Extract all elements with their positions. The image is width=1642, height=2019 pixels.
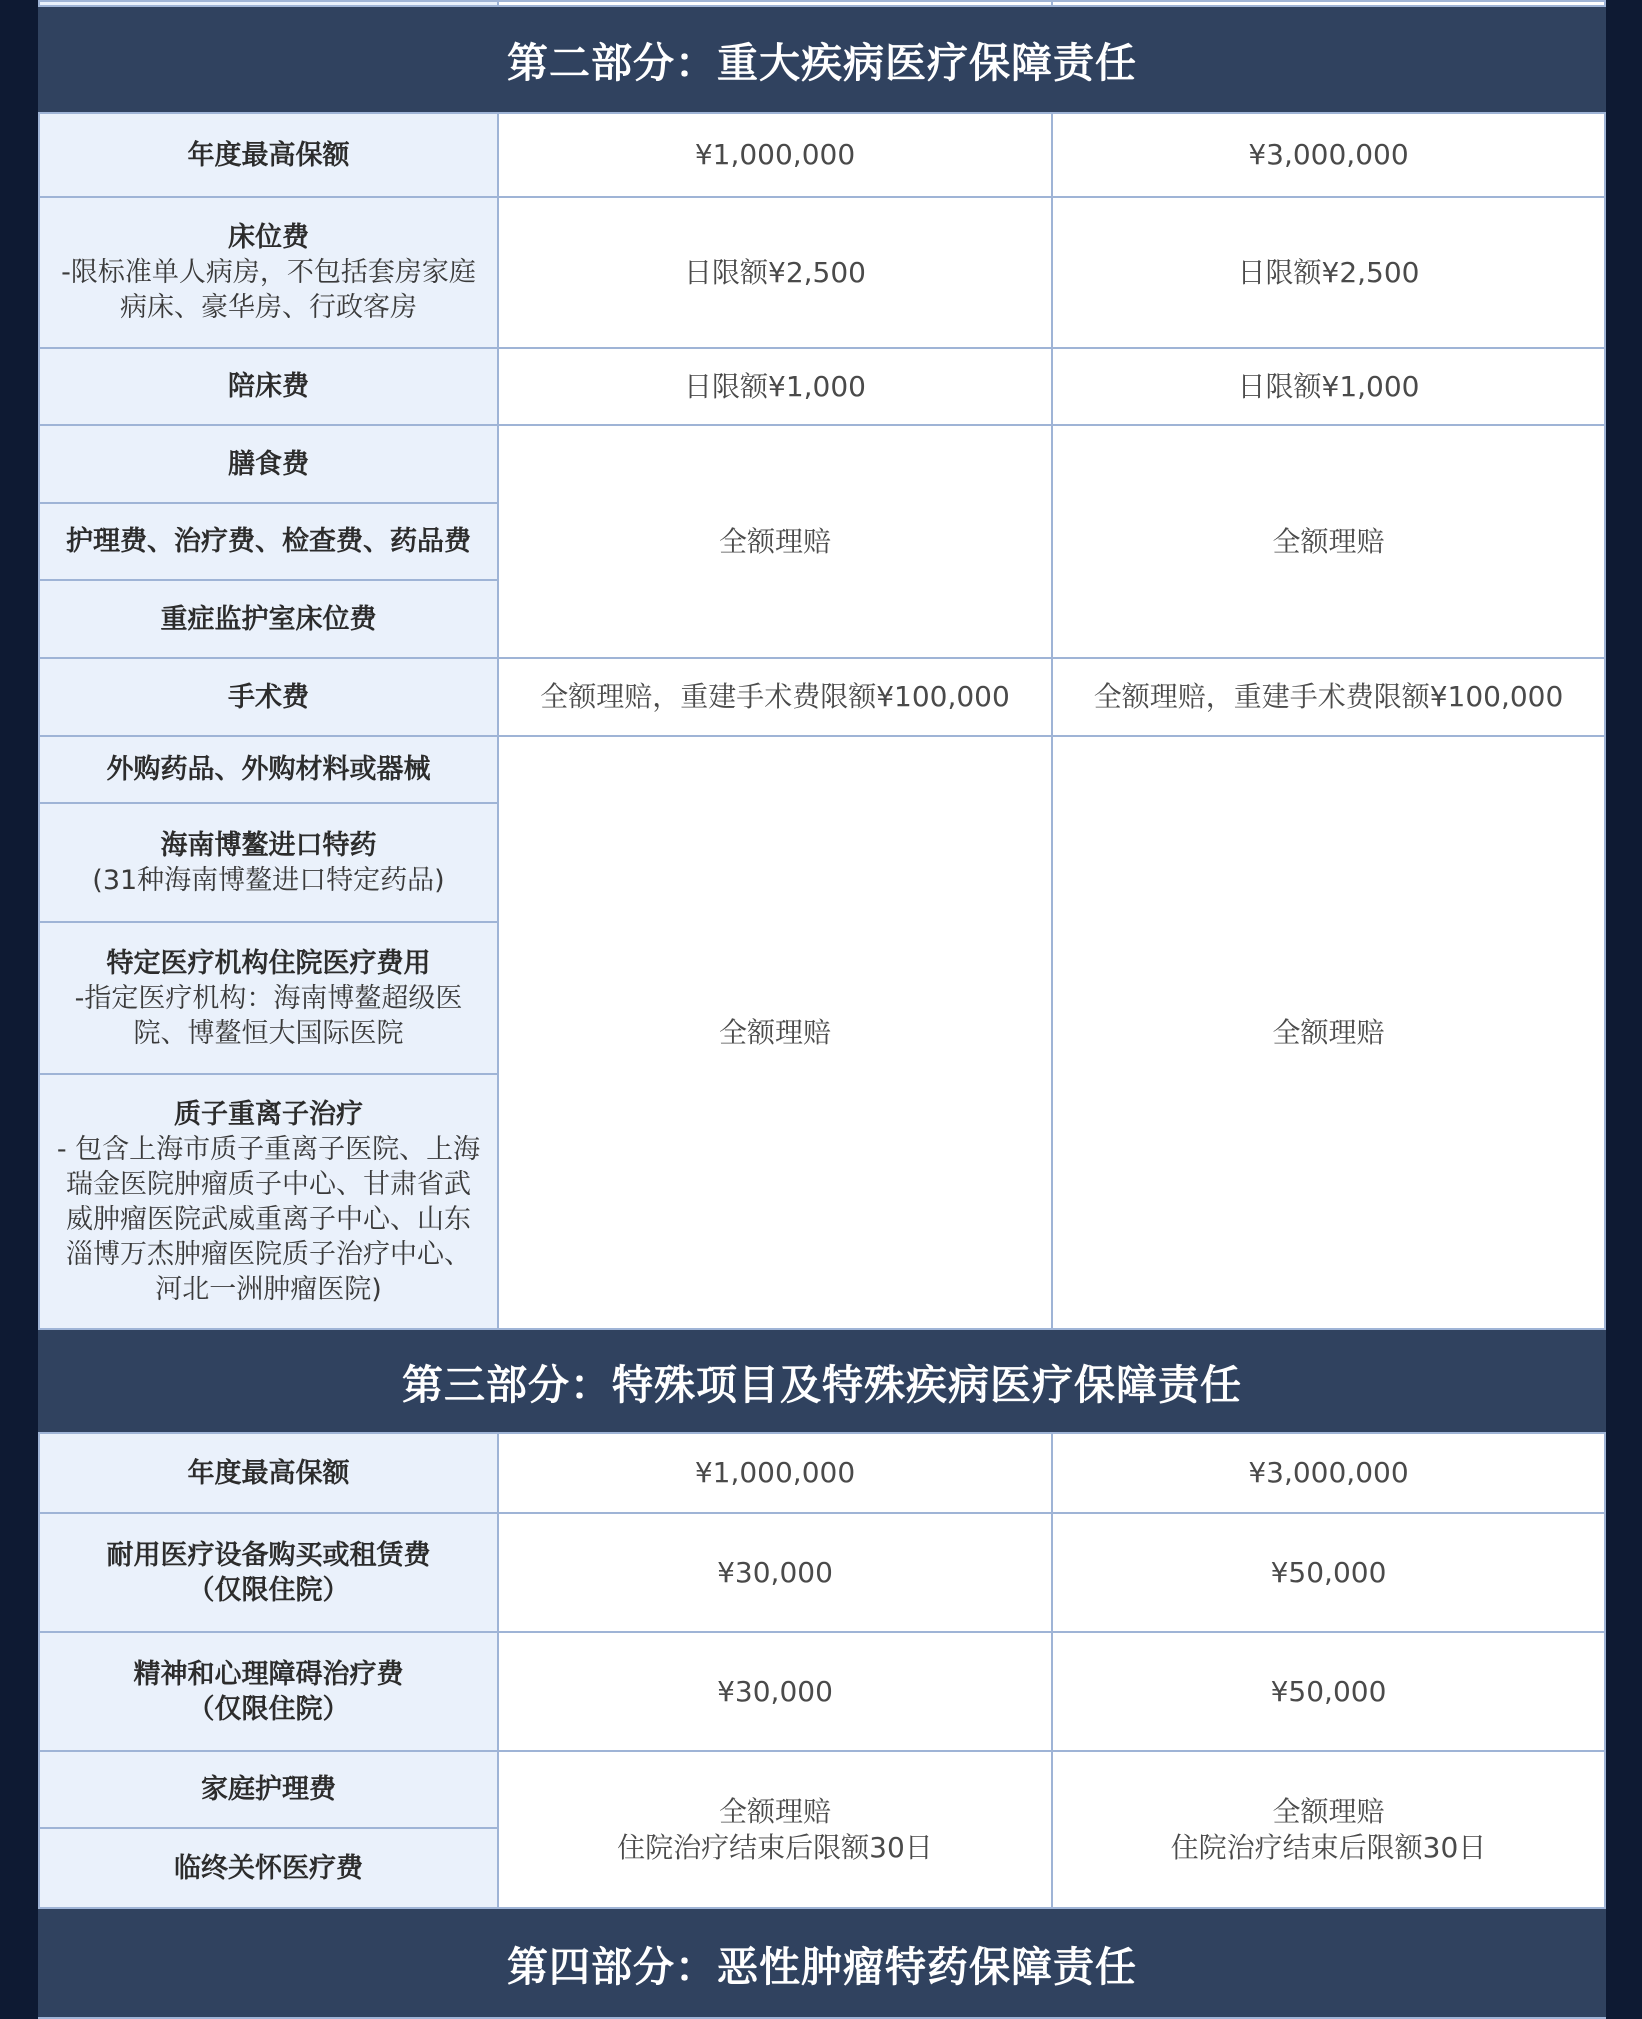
benefits-table: [38, 0, 1606, 2019]
table-row: [39, 348, 1605, 425]
row-label-sub: - 包含上海市质子重离子医院、上海瑞金医院肿瘤质子中心、甘肃省武威肿瘤医院武威重离子中心、山东淄博万杰肿瘤医院质子治疗中心、河北一洲肿瘤医院): [56, 1133, 481, 1305]
table-row: [39, 736, 1605, 803]
row-label-title: 海南博鳌进口特药: [160, 829, 377, 861]
plan-a-value: ¥30,000: [498, 1513, 1052, 1632]
row-label: [39, 425, 498, 503]
row-label-title: 外购药品、外购材料或器械: [106, 754, 431, 785]
table-row: [39, 425, 1605, 503]
plan-b-note: 住院治疗结束后限额30日: [1170, 1830, 1487, 1864]
row-label: [39, 922, 498, 1074]
row-label-title: 耐用医疗设备购买或租赁费: [106, 1539, 431, 1571]
table-row: [39, 1513, 1605, 1632]
table-row: [39, 1433, 1605, 1513]
row-label: [39, 1433, 498, 1513]
plan-b-value: 全额理赔: [1052, 736, 1605, 1329]
row-label-title: 床位费: [228, 222, 309, 253]
row-label-title: 陪床费: [228, 371, 309, 402]
row-label-title: 家庭护理费: [201, 1774, 336, 1805]
row-label: [39, 1828, 498, 1908]
row-label-sub: （仅限住院）: [187, 1693, 350, 1725]
row-label: [39, 1074, 498, 1329]
plan-a-value: ¥1,000,000: [498, 1433, 1052, 1513]
plan-b-value: ¥50,000: [1052, 1513, 1605, 1632]
row-label-title: 膳食费: [228, 448, 309, 480]
row-label-sub: （仅限住院）: [187, 1574, 350, 1606]
plan-b-value: ¥3,000,000: [1052, 1433, 1605, 1513]
row-label: [39, 503, 498, 580]
section-title: 第二部分：重大疾病医疗保障责任: [39, 6, 1605, 113]
row-label-sub: -限标准单人病房，不包括套房家庭病床、豪华房、行政客房: [61, 257, 476, 323]
row-label: [39, 348, 498, 425]
plan-b-value: 全额理赔: [1052, 425, 1605, 658]
plan-a-value: 全额理赔，重建手术费限额¥100,000: [498, 658, 1052, 736]
row-label: [39, 803, 498, 922]
row-label: [39, 658, 498, 736]
plan-b-value: 日限额¥2,500: [1052, 197, 1605, 348]
row-label: [39, 1632, 498, 1751]
plan-b-value: ¥50,000: [1052, 1632, 1605, 1751]
row-label: [39, 197, 498, 348]
row-label-title: 护理费、治疗费、检查费、药品费: [66, 526, 471, 557]
row-label-title: 年度最高保额: [187, 139, 350, 171]
row-label-title: 质子重离子治疗: [174, 1098, 363, 1130]
plan-b-value: 全额理赔，重建手术费限额¥100,000: [1052, 658, 1605, 736]
row-label-sub: (31种海南博鳌进口特定药品): [92, 864, 445, 896]
section-header-part4: [39, 1908, 1605, 2018]
row-label-title: 临终关怀医疗费: [174, 1852, 363, 1884]
plan-a-value: 日限额¥2,500: [498, 197, 1052, 348]
plan-b-value: 日限额¥1,000: [1052, 348, 1605, 425]
section-title: 第三部分：特殊项目及特殊疾病医疗保障责任: [39, 1329, 1605, 1433]
row-label-title: 特定医疗机构住院医疗费用: [106, 947, 431, 979]
row-label: [39, 1513, 498, 1632]
section-header-part3: [39, 1329, 1605, 1433]
table-row: [39, 113, 1605, 197]
row-label-title: 手术费: [228, 681, 309, 713]
table-row: [39, 1632, 1605, 1751]
section-title: 第四部分：恶性肿瘤特药保障责任: [39, 1908, 1605, 2018]
row-label: [39, 1751, 498, 1828]
benefits-table-sheet: [38, 0, 1604, 2000]
row-label: [39, 736, 498, 803]
plan-a-value: 日限额¥1,000: [498, 348, 1052, 425]
plan-a-value: 全额理赔: [498, 425, 1052, 658]
row-label-title: 年度最高保额: [187, 1457, 350, 1489]
plan-a-note: 住院治疗结束后限额30日: [617, 1830, 933, 1864]
row-label-title: 精神和心理障碍治疗费: [133, 1658, 404, 1690]
plan-a-value: [498, 1751, 1052, 1908]
section-header-part2: [39, 6, 1605, 113]
plan-b-value: ¥3,000,000: [1052, 113, 1605, 197]
table-row: [39, 658, 1605, 736]
row-label: [39, 580, 498, 658]
plan-a-main: 全额理赔: [718, 1794, 831, 1828]
row-label: [39, 113, 498, 197]
row-label-title: 重症监护室床位费: [160, 603, 377, 635]
table-row: [39, 1751, 1605, 1828]
plan-a-value: ¥1,000,000: [498, 113, 1052, 197]
row-label-sub: -指定医疗机构：海南博鳌超级医院、博鳌恒大国际医院: [74, 982, 463, 1049]
plan-a-value: ¥30,000: [498, 1632, 1052, 1751]
plan-b-main: 全额理赔: [1272, 1794, 1385, 1828]
plan-b-value: [1052, 1751, 1605, 1908]
table-row: [39, 197, 1605, 348]
plan-a-value: 全额理赔: [498, 736, 1052, 1329]
